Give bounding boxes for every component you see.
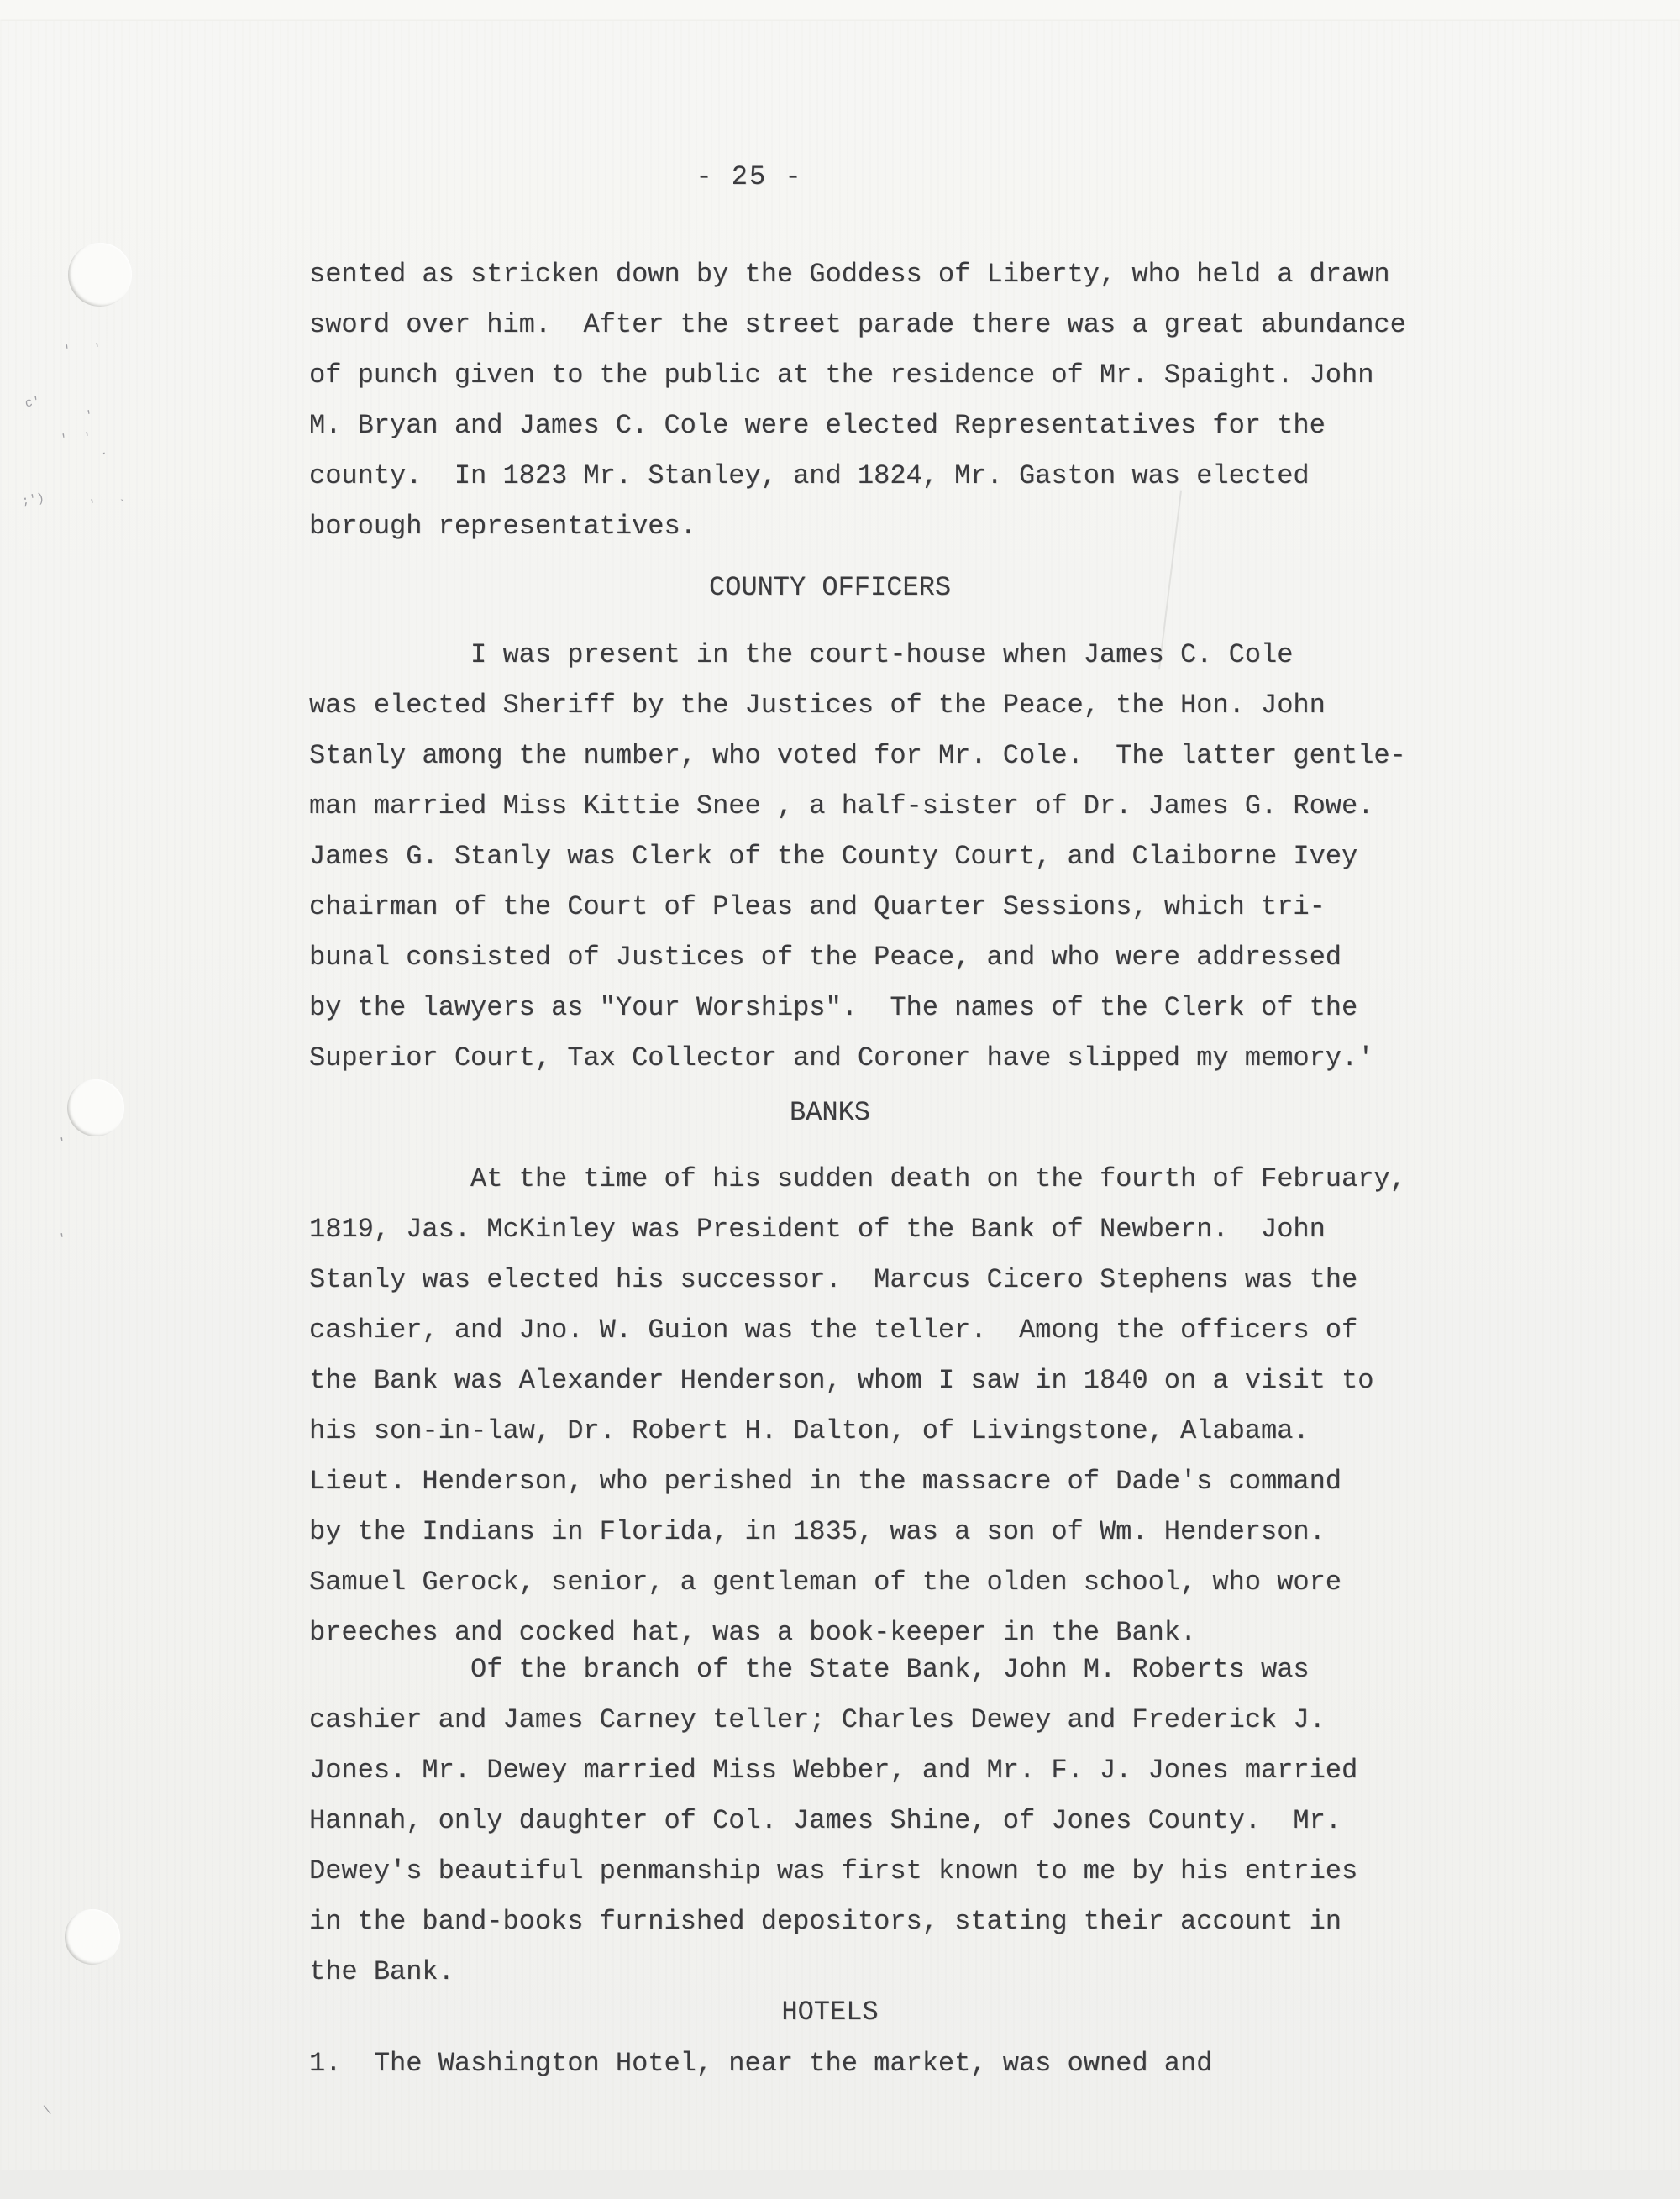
banks-paragraph-1 (309, 1154, 1485, 1658)
text-line: Stanly was elected his successor. Marcus Cicero Stephens was the (309, 1264, 1358, 1295)
text-line: was elected Sheriff by the Justices of the Peace, the Hon. John (309, 690, 1326, 721)
pencil-mark: ' (87, 497, 98, 513)
text-line: Lieut. Henderson, who perished in the massacre of Dade's command (309, 1466, 1341, 1497)
pencil-mark: . (98, 443, 109, 459)
text-line: 1. The Washington Hotel, near the market, was owned and (309, 2048, 1213, 2079)
text-line: chairman of the Court of Pleas and Quarter Sessions, which tri- (309, 891, 1326, 922)
page-number: - 25 - (696, 161, 803, 192)
text-line: Samuel Gerock, senior, a gentleman of the olden school, who wore (309, 1567, 1341, 1598)
hotels-paragraph (309, 2039, 1485, 2089)
text-line: James G. Stanly was Clerk of the County Court, and Claiborne Ivey (309, 841, 1358, 872)
text-line: of punch given to the public at the residence of Mr. Spaight. John (309, 360, 1374, 391)
text-line: breeches and cocked hat, was a book-keeper in the Bank. (309, 1617, 1197, 1648)
pencil-mark: ' (82, 430, 93, 446)
text-line: I was present in the court-house when James C. Cole (309, 639, 1294, 670)
text-line: sented as stricken down by the Goddess of Liberty, who held a drawn (309, 259, 1390, 290)
text-line: At the time of his sudden death on the fourth of February, (309, 1163, 1406, 1194)
county-officers-paragraph (309, 630, 1485, 1084)
pencil-mark: ' (59, 432, 70, 448)
banks-paragraph-2 (309, 1645, 1485, 1997)
text-line: in the band-books furnished depositors, stating their account in (309, 1906, 1341, 1937)
hotels-heading: HOTELS (781, 1997, 879, 2028)
pencil-mark: ` (118, 497, 129, 513)
text-line: by the Indians in Florida, in 1835, was a son of Wm. Henderson. (309, 1516, 1326, 1547)
text-line: 1819, Jas. McKinley was President of the Bank of Newbern. John (309, 1214, 1326, 1245)
text-line: Stanly among the number, who voted for Mr. Cole. The latter gentle- (309, 740, 1406, 771)
pencil-mark: ' (62, 343, 73, 359)
text-line: Superior Court, Tax Collector and Coroner have slipped my memory.' (309, 1042, 1374, 1073)
text-line: Of the branch of the State Bank, John M. Roberts was (309, 1654, 1310, 1685)
pencil-mark: ' (92, 341, 103, 357)
text-line: M. Bryan and James C. Cole were elected Representatives for the (309, 410, 1326, 441)
intro-paragraph (309, 249, 1485, 552)
text-line: by the lawyers as "Your Worships". The names of the Clerk of the (309, 992, 1358, 1023)
pencil-mark: ' (84, 408, 95, 424)
text-line: the Bank was Alexander Henderson, whom I saw in 1840 on a visit to (309, 1365, 1374, 1396)
punch-hole-middle (67, 1079, 124, 1136)
text-line: county. In 1823 Mr. Stanley, and 1824, Mr. Gaston was elected (309, 460, 1310, 491)
text-line: cashier and James Carney teller; Charles Dewey and Frederick J. (309, 1704, 1326, 1735)
text-line: borough representatives. (309, 511, 696, 542)
document-page (0, 21, 1680, 2170)
text-line: the Bank. (309, 1956, 454, 1987)
text-line: sword over him. After the street parade there was a great abundance (309, 309, 1406, 340)
pencil-mark: ' (57, 1136, 68, 1152)
text-line: Dewey's beautiful penmanship was first known to me by his entries (309, 1855, 1358, 1887)
text-line: his son-in-law, Dr. Robert H. Dalton, of Livingstone, Alabama. (309, 1415, 1310, 1446)
pencil-mark: ;') (20, 491, 46, 510)
text-line: man married Miss Kittie Snee , a half-sister of Dr. James G. Rowe. (309, 790, 1374, 821)
pencil-mark: \ (42, 2103, 53, 2119)
pencil-mark: c' (24, 394, 42, 412)
county-officers-heading: COUNTY OFFICERS (708, 572, 952, 603)
punch-hole-bottom (65, 1909, 120, 1965)
punch-hole-top (68, 243, 132, 307)
text-line: Jones. Mr. Dewey married Miss Webber, and Mr. F. J. Jones married (309, 1755, 1358, 1786)
text-line: Hannah, only daughter of Col. James Shine, of Jones County. Mr. (309, 1805, 1341, 1836)
banks-heading: BANKS (789, 1097, 870, 1128)
pencil-mark: ' (57, 1231, 68, 1247)
text-line: cashier, and Jno. W. Guion was the teller. Among the officers of (309, 1315, 1358, 1346)
text-line: bunal consisted of Justices of the Peace, and who were addressed (309, 942, 1341, 973)
scan-bottom-edge (0, 2170, 1680, 2199)
